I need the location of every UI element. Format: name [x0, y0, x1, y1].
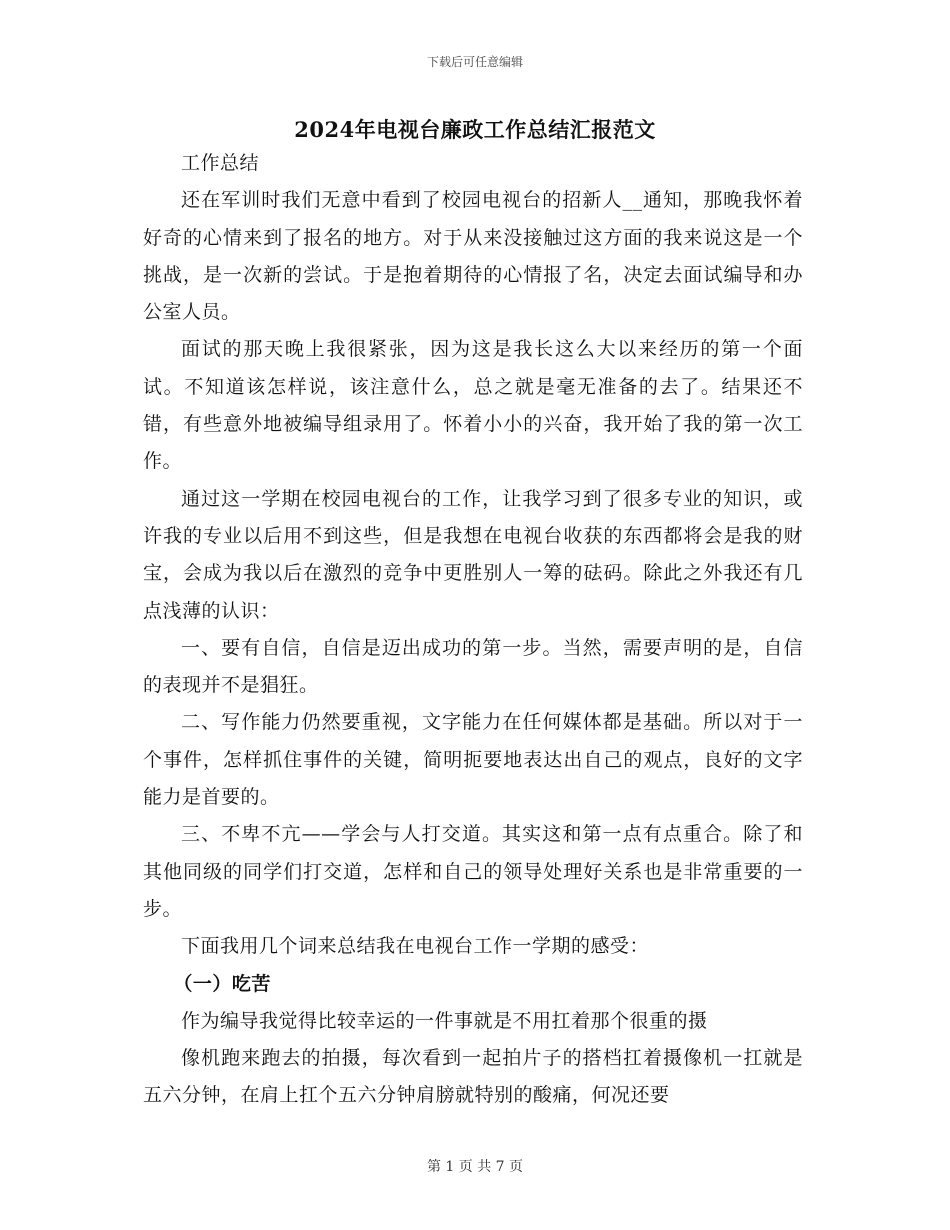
- paragraph: 三、不卑不亢——学会与人打交道。其实这和第一点有点重合。除了和其他同级的同学们打交道，怎样和自己的领导处理好关系也是非常重要的一步。: [143, 823, 803, 920]
- paragraph: 一、要有自信，自信是迈出成功的第一步。当然，需要声明的是，自信的表现并不是猖狂。: [143, 636, 803, 697]
- document-title: 2024年电视台廉政工作总结汇报范文: [294, 117, 656, 142]
- section-label: 工作总结: [181, 152, 260, 174]
- paragraph: 像机跑来跑去的拍摄，每次看到一起拍片子的搭档扛着摄像机一扛就是五六分钟，在肩上扛个五六分钟肩膀就特别的酸痛，何况还要: [143, 1047, 803, 1107]
- document-body: [143, 145, 803, 1115]
- paragraph: 二、写作能力仍然要重视，文字能力在任何媒体都是基础。所以对于一个事件，怎样抓住事件的关键，简明扼要地表达出自己的观点，良好的文字能力是首要的。: [143, 711, 803, 809]
- page-header-note: 下载后可任意编辑: [426, 55, 523, 69]
- page-number: 第 1 页 共 7 页: [426, 1159, 524, 1175]
- paragraph: 通过这一学期在校园电视台的工作，让我学习到了很多专业的知识，或许我的专业以后用不到这些，但是我想在电视台收获的东西都将会是我的财宝，会成为我以后在激烈的竞争中更胜别人一筹的砝码。除此之外我还有几点浅薄的认识：: [143, 487, 803, 622]
- paragraph: 作为编导我觉得比较幸运的一件事就是不用扛着那个很重的摄: [181, 1009, 708, 1032]
- paragraph: 还在军训时我们无意中看到了校园电视台的招新人__通知，那晚我怀着好奇的心情来到了报名的地方。对于从来没接触过这方面的我来说这是一个挑战，是一次新的尝试。于是抱着期待的心情报了名，决定去面试编导和办公室人员。: [143, 189, 803, 324]
- paragraph: 面试的那天晚上我很紧张，因为这是我长这么大以来经历的第一个面试。不知道该怎样说，该注意什么，总之就是毫无准备的去了。结果还不错，有些意外地被编导组录用了。怀着小小的兴奋，我开始了我的第一次工作。: [143, 338, 803, 473]
- paragraph: 下面我用几个词来总结我在电视台工作一学期的感受：: [181, 935, 650, 958]
- subheading: （一）吃苦: [173, 972, 271, 995]
